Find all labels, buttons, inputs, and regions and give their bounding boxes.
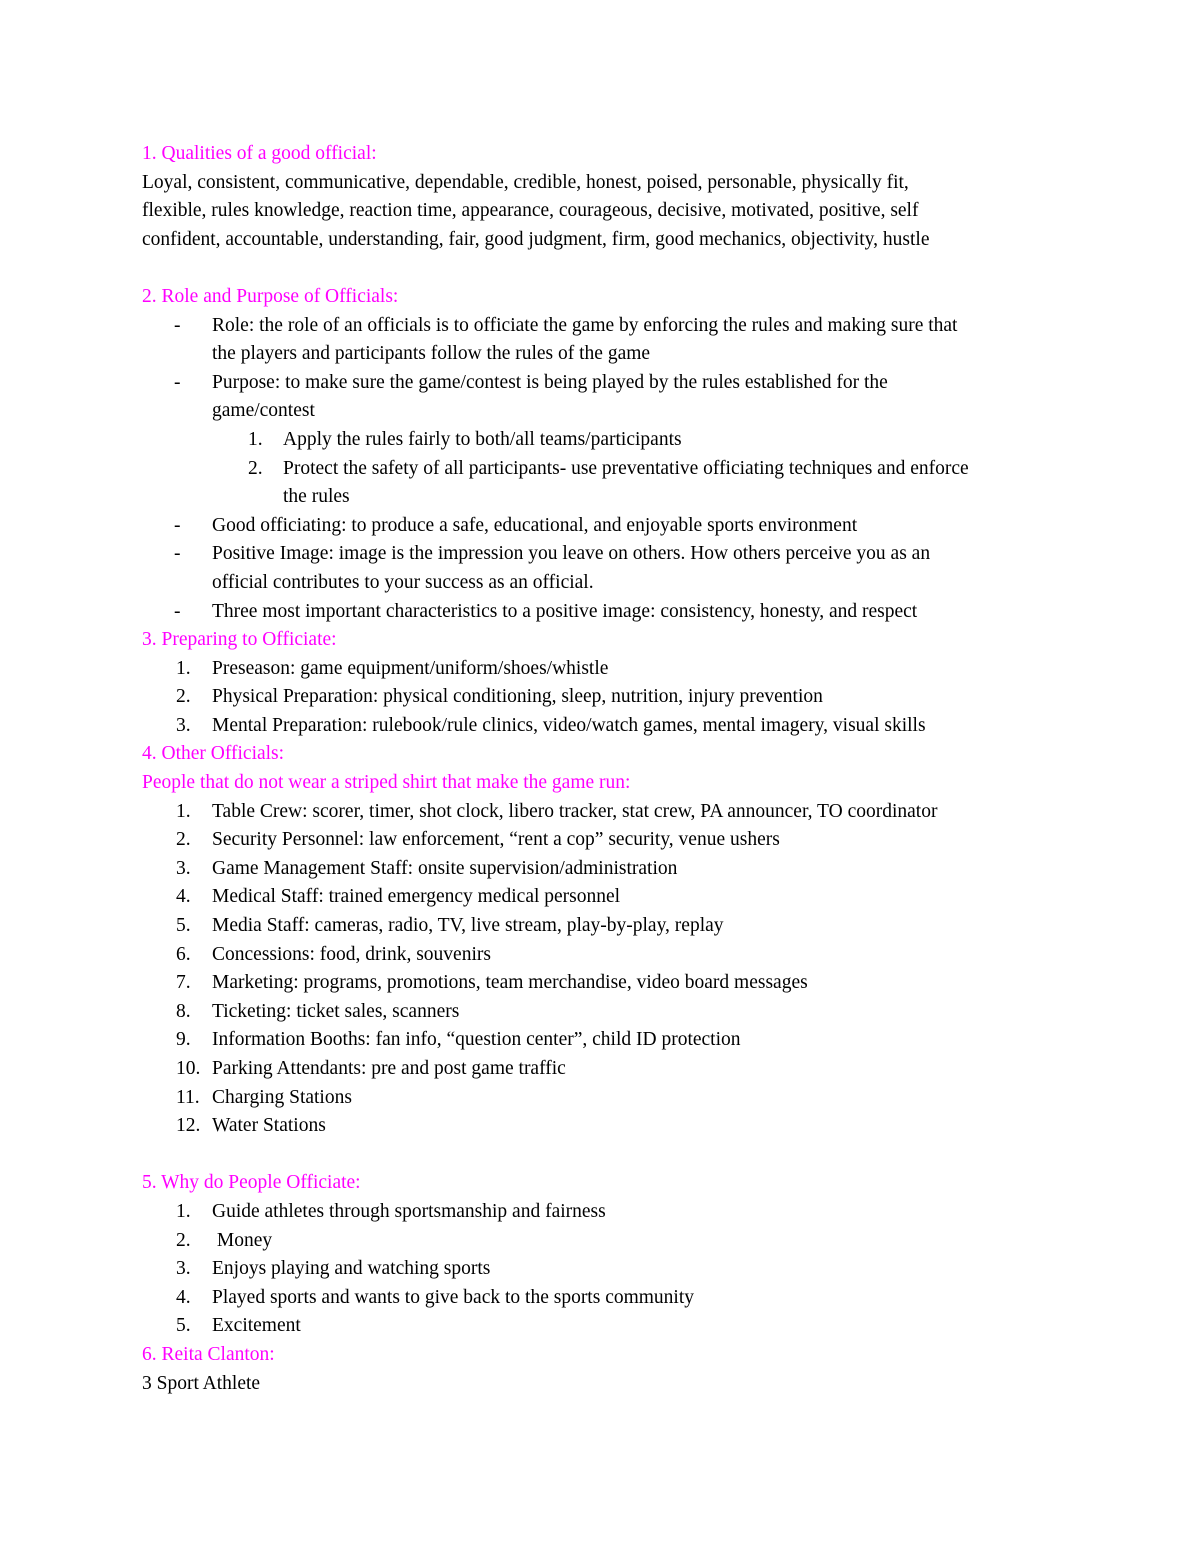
- qualities-line-2: flexible, rules knowledge, reaction time, appearance, courageous, decisive, motivated, positive, self: [142, 200, 919, 222]
- list-item-text: Water Stations: [212, 1115, 326, 1137]
- list-number: 3.: [176, 857, 191, 879]
- list-item-purpose-sub-1: [142, 426, 1062, 455]
- dash-bullet: -: [174, 543, 181, 565]
- list-item: [142, 855, 1062, 884]
- list-item: [142, 998, 1062, 1027]
- list-number: 12.: [176, 1115, 201, 1137]
- list-item: [142, 941, 1062, 970]
- list-item-text: Marketing: programs, promotions, team merchandise, video board messages: [212, 972, 808, 994]
- list-item-text: Mental Preparation: rulebook/rule clinics, video/watch games, mental imagery, visual skills: [212, 714, 926, 736]
- list-number: 2.: [176, 829, 191, 851]
- purpose-line-2: game/contest: [212, 400, 315, 422]
- section-6-heading: 6. Reita Clanton:: [142, 1343, 275, 1365]
- role-line-2: the players and participants follow the rules of the game: [212, 343, 651, 365]
- list-item-text: Physical Preparation: physical conditioning, sleep, nutrition, injury prevention: [212, 686, 823, 708]
- section-2-heading: 2. Role and Purpose of Officials:: [142, 285, 399, 307]
- list-item-text: Enjoys playing and watching sports: [212, 1258, 491, 1280]
- purpose-sub-2-line-1: Protect the safety of all participants- use preventative officiating techniques and enforce: [283, 457, 969, 479]
- dash-bullet: -: [174, 600, 181, 622]
- list-number: 3.: [176, 714, 191, 736]
- list-item: [142, 798, 1062, 827]
- list-number: 1.: [176, 1200, 191, 1222]
- purpose-sub-1-line-1: Apply the rules fairly to both/all teams/participants: [283, 428, 682, 450]
- list-item: [142, 655, 1062, 684]
- list-number: 4.: [176, 1286, 191, 1308]
- list-item-text: Charging Stations: [212, 1086, 352, 1108]
- list-item-text: Money: [212, 1229, 273, 1251]
- list-item: [142, 683, 1062, 712]
- list-item: [142, 1084, 1062, 1113]
- section-1-heading: 1. Qualities of a good official:: [142, 143, 377, 164]
- list-number: 4.: [176, 886, 191, 908]
- list-item-text: Media Staff: cameras, radio, TV, live stream, play-by-play, replay: [212, 915, 724, 937]
- list-item: [142, 826, 1062, 855]
- list-item: [142, 1055, 1062, 1084]
- list-number: 1.: [248, 428, 263, 450]
- list-item-good-officiating: [142, 512, 1062, 541]
- good-officiating-line: Good officiating: to produce a safe, educational, and enjoyable sports environment: [212, 514, 858, 536]
- section-5-heading: 5. Why do People Officiate:: [142, 1172, 361, 1194]
- list-item-text: Concessions: food, drink, souvenirs: [212, 943, 491, 965]
- list-item-purpose-sub-2: [142, 455, 1062, 512]
- list-item: [142, 969, 1062, 998]
- spacer: [142, 254, 1062, 283]
- list-number: 9.: [176, 1029, 191, 1051]
- spacer: [142, 1141, 1062, 1170]
- list-item-text: Game Management Staff: onsite supervision/administration: [212, 857, 678, 879]
- list-item: [142, 1112, 1062, 1141]
- document-page: [142, 140, 1062, 1398]
- list-number: 7.: [176, 972, 191, 994]
- section-6-body: 3 Sport Athlete: [142, 1372, 261, 1394]
- list-item: [142, 1198, 1062, 1227]
- section-3-heading: 3. Preparing to Officiate:: [142, 629, 337, 651]
- list-item: [142, 1284, 1062, 1313]
- list-item-text: Security Personnel: law enforcement, “rent a cop” security, venue ushers: [212, 829, 780, 851]
- list-item-text: Ticketing: ticket sales, scanners: [212, 1000, 460, 1022]
- dash-bullet: -: [174, 514, 181, 536]
- list-number: 8.: [176, 1000, 191, 1022]
- list-number: 3.: [176, 1258, 191, 1280]
- list-item-text: Parking Attendants: pre and post game traffic: [212, 1058, 566, 1079]
- positive-image-line-2: official contributes to your success as an official.: [212, 571, 594, 593]
- list-number: 6.: [176, 943, 191, 965]
- list-item: [142, 1227, 1062, 1256]
- list-item-three-characteristics: [142, 598, 1062, 627]
- list-item: [142, 1312, 1062, 1341]
- list-number: 11.: [176, 1086, 200, 1108]
- list-number: 2.: [248, 457, 263, 479]
- list-item-text: Information Booths: fan info, “question center”, child ID protection: [212, 1029, 741, 1051]
- list-item-text: Guide athletes through sportsmanship and fairness: [212, 1200, 606, 1222]
- qualities-line-1: Loyal, consistent, communicative, dependable, credible, honest, poised, personable, physically fit,: [142, 171, 909, 193]
- list-number: 2.: [176, 686, 191, 708]
- list-number: 1.: [176, 657, 191, 679]
- dash-bullet: -: [174, 314, 181, 336]
- list-number: 1.: [176, 800, 191, 822]
- list-item-text: Excitement: [212, 1315, 301, 1337]
- list-item: [142, 1026, 1062, 1055]
- section-4-heading: 4. Other Officials:: [142, 743, 285, 765]
- list-item-text: Medical Staff: trained emergency medical personnel: [212, 886, 621, 908]
- three-characteristics-line: Three most important characteristics to a positive image: consistency, honesty, and respect: [212, 600, 918, 622]
- list-item: [142, 883, 1062, 912]
- list-item: [142, 712, 1062, 741]
- list-number: 5.: [176, 915, 191, 937]
- role-line-1: Role: the role of an officials is to officiate the game by enforcing the rules and making sure that: [212, 314, 958, 336]
- positive-image-line-1: Positive Image: image is the impression you leave on others. How others perceive you as an: [212, 543, 931, 565]
- list-item-text: Table Crew: scorer, timer, shot clock, libero tracker, stat crew, PA announcer, TO coordinator: [212, 800, 938, 822]
- purpose-line-1: Purpose: to make sure the game/contest is being played by the rules established for the: [212, 371, 888, 393]
- list-item-role: [142, 312, 1062, 369]
- qualities-line-3: confident, accountable, understanding, fair, good judgment, firm, good mechanics, objectivity, hustle: [142, 228, 930, 250]
- section-4-subheading: People that do not wear a striped shirt that make the game run:: [142, 772, 631, 794]
- purpose-sub-2-line-2: the rules: [283, 486, 350, 508]
- dash-bullet: -: [174, 371, 181, 393]
- list-item-text: Preseason: game equipment/uniform/shoes/whistle: [212, 657, 609, 679]
- list-number: 10.: [176, 1058, 201, 1079]
- list-number: 2.: [176, 1229, 191, 1251]
- list-item-positive-image: [142, 540, 1062, 597]
- list-number: 5.: [176, 1315, 191, 1337]
- list-item-purpose: [142, 369, 1062, 426]
- list-item: [142, 912, 1062, 941]
- list-item: [142, 1255, 1062, 1284]
- list-item-text: Played sports and wants to give back to the sports community: [212, 1286, 695, 1308]
